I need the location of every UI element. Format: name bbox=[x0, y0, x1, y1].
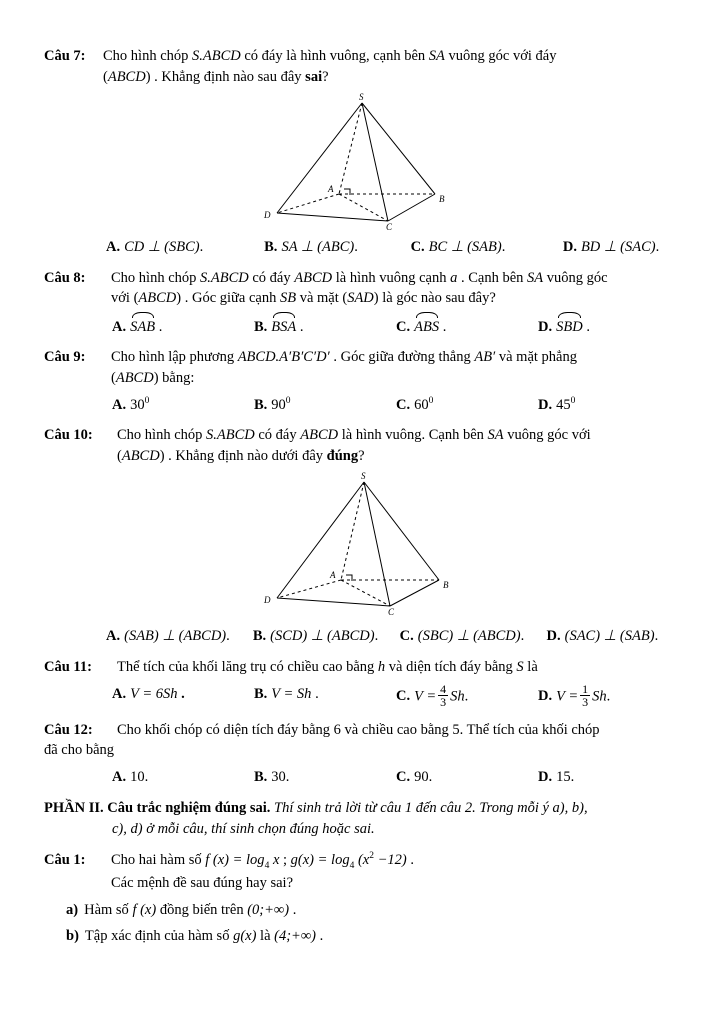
sub-b-p3: . bbox=[316, 928, 324, 945]
sub-item-a-label: a) bbox=[66, 901, 79, 918]
q8-l2-p1: với ( bbox=[111, 290, 139, 307]
answer-q9-b-letter: B. bbox=[254, 396, 268, 413]
pyramid-diagram-q10 bbox=[192, 470, 532, 620]
svg-text:B: B bbox=[443, 580, 449, 591]
answer-q9-b-sup: 0 bbox=[285, 395, 291, 406]
answer-q11-b-tail: . bbox=[311, 685, 319, 702]
svg-text:S: S bbox=[359, 92, 364, 103]
svg-text:S: S bbox=[361, 471, 366, 482]
answer-q7-c-text: BC ⊥ (SAB) bbox=[428, 239, 502, 256]
answer-q9-b-value: 90 bbox=[271, 396, 286, 413]
answer-q9-c[interactable] bbox=[396, 395, 538, 416]
q11-m1: h bbox=[377, 658, 386, 675]
answer-q7-b-text: SA ⊥ (ABC) bbox=[281, 239, 355, 256]
answer-q8-c[interactable] bbox=[396, 315, 538, 338]
part2-question-1 bbox=[44, 850, 680, 894]
answer-q12-b-value: 30. bbox=[271, 768, 290, 785]
answer-q7-d-letter: D. bbox=[562, 239, 577, 256]
fraction-4-3 bbox=[438, 683, 448, 709]
answer-q8-a-arc: SAB bbox=[130, 315, 155, 338]
answer-q12-a-value: 10. bbox=[130, 768, 149, 785]
p2q1-m1: f (x) = log bbox=[205, 851, 265, 868]
answer-q10-c-letter: C. bbox=[399, 628, 414, 645]
q10-l2-p3: ? bbox=[358, 447, 365, 464]
answer-q8-d[interactable] bbox=[538, 315, 680, 338]
part-2-instruction-1: Thí sinh trả lời từ câu 1 đến câu 2. Trong mỗi ý a), b), bbox=[274, 800, 588, 817]
answer-q7-c[interactable] bbox=[411, 237, 563, 258]
q8-l1-m3: a bbox=[450, 269, 458, 286]
p2q1-m5: −12) bbox=[373, 851, 407, 868]
q7-math-2: SA bbox=[428, 48, 445, 64]
answer-q7-c-tail: . bbox=[501, 239, 506, 256]
answer-q11-c[interactable] bbox=[396, 681, 538, 710]
answer-q11-a[interactable] bbox=[112, 684, 254, 710]
sub-item-a-text bbox=[84, 900, 296, 921]
question-7 bbox=[44, 46, 680, 87]
sub-item-b-text bbox=[85, 926, 323, 947]
answer-q8-b-letter: B. bbox=[254, 318, 268, 335]
answer-q9-c-letter: C. bbox=[396, 396, 411, 413]
q7-text-5: ) . Khẳng định nào sau đây bbox=[145, 68, 306, 85]
answer-q12-b-letter: B. bbox=[254, 768, 268, 785]
q9-l1-p2: . Góc giữa đường thẳng bbox=[329, 349, 475, 366]
q8-l2-m2: SB bbox=[279, 290, 297, 307]
part2-sub-item-b[interactable] bbox=[44, 926, 680, 947]
p2q1-m4: (x bbox=[354, 851, 370, 868]
answer-q11-b-letter: B. bbox=[254, 685, 268, 702]
fraction-1-3 bbox=[580, 683, 590, 709]
answer-q11-b[interactable] bbox=[254, 684, 396, 710]
answer-q7-b[interactable] bbox=[264, 237, 410, 258]
question-12-line2: đã cho bằng bbox=[44, 742, 115, 759]
q8-l2-p2: ) . Góc giữa cạnh bbox=[176, 290, 280, 307]
question-10 bbox=[44, 425, 680, 466]
question-8-body bbox=[111, 268, 680, 309]
question-12 bbox=[44, 720, 680, 741]
question-12-label: Câu 12: bbox=[44, 721, 93, 738]
answer-q9-d-value: 45 bbox=[556, 396, 571, 413]
p2q1-p2: ; bbox=[279, 851, 291, 868]
answer-q11-d-pre: V = bbox=[556, 687, 579, 704]
answer-q11-c-post: Sh bbox=[450, 687, 465, 704]
q7-text-2: có đáy là hình vuông, cạnh bên bbox=[240, 48, 429, 64]
q11-p3: là bbox=[523, 658, 538, 675]
svg-text:A: A bbox=[328, 184, 334, 195]
answer-q10-d[interactable] bbox=[547, 626, 681, 647]
p2q1-sub1: 4 bbox=[264, 860, 270, 871]
answer-q8-c-letter: C. bbox=[396, 318, 411, 335]
answer-q10-c-tail: . bbox=[520, 628, 525, 645]
fraction-denominator: 3 bbox=[440, 695, 447, 710]
q10-l1-p4: vuông góc với bbox=[503, 427, 591, 444]
q10-l1-m1: S.ABCD bbox=[206, 427, 255, 444]
answer-q10-d-tail: . bbox=[654, 628, 659, 645]
sub-a-p3: . bbox=[289, 901, 297, 918]
part-2-heading-line bbox=[44, 798, 680, 819]
part2-sub-item-a[interactable] bbox=[44, 900, 680, 921]
q10-l1-m3: SA bbox=[487, 427, 504, 444]
p2q1-sub2: 4 bbox=[349, 860, 355, 871]
q8-l1-m4: SA bbox=[527, 269, 544, 286]
question-12-body bbox=[117, 720, 680, 741]
q9-l1-p3: và mặt phẳng bbox=[495, 349, 577, 366]
question-7-label: Câu 7: bbox=[44, 48, 86, 64]
question-8 bbox=[44, 268, 680, 309]
answer-q7-a[interactable] bbox=[106, 237, 264, 258]
sub-a-m2: (0;+∞) bbox=[247, 901, 290, 918]
q7-bold: sai bbox=[305, 68, 323, 85]
sub-item-b-label: b) bbox=[66, 928, 79, 945]
answer-q12-d-letter: D. bbox=[538, 768, 553, 785]
pyramid-diagram-q7 bbox=[192, 91, 532, 231]
answer-q12-c-value: 90. bbox=[414, 768, 433, 785]
q10-l1-p3: là hình vuông. Cạnh bên bbox=[338, 427, 488, 444]
answers-q9 bbox=[44, 395, 680, 416]
answer-q10-a-letter: A. bbox=[106, 628, 121, 645]
answer-q9-d-letter: D. bbox=[538, 396, 553, 413]
answer-q10-a[interactable] bbox=[106, 626, 253, 647]
question-7-body bbox=[103, 46, 680, 87]
q7-math-1: S.ABCD bbox=[192, 48, 241, 64]
answer-q12-a[interactable] bbox=[112, 767, 254, 788]
p2q1-m3: g(x) = log bbox=[290, 851, 350, 868]
answer-q10-b[interactable] bbox=[253, 626, 400, 647]
answer-q8-c-arc: ABS bbox=[414, 315, 439, 338]
answer-q9-a-letter: A. bbox=[112, 396, 127, 413]
sub-a-m1: f (x) bbox=[132, 901, 157, 918]
question-10-label: Câu 10: bbox=[44, 427, 93, 444]
q9-l2-p2: ) bằng: bbox=[153, 370, 195, 387]
part-2-section bbox=[44, 798, 680, 946]
q8-l1-p5: vuông góc bbox=[543, 269, 608, 286]
q8-l2-m3: SAD bbox=[347, 290, 374, 307]
answer-q7-b-tail: . bbox=[354, 239, 358, 256]
q7-text-6: ? bbox=[322, 68, 329, 85]
sub-b-m1: g(x) bbox=[233, 928, 257, 945]
answer-q7-a-text: CD ⊥ (SBC) bbox=[124, 239, 200, 256]
sub-b-p1: Tập xác định của hàm số bbox=[84, 928, 234, 945]
q11-m2: S bbox=[516, 658, 524, 675]
answer-q8-a[interactable] bbox=[112, 315, 254, 338]
svg-text:B: B bbox=[439, 194, 445, 205]
q7-math-3: ABCD bbox=[107, 68, 146, 85]
answer-q9-a[interactable] bbox=[112, 395, 254, 416]
answer-q7-d-text: BD ⊥ (SAC) bbox=[580, 239, 656, 256]
q8-l2-p3: và mặt ( bbox=[296, 290, 348, 307]
part-2-instruction-2: c), d) ở mỗi câu, thí sinh chọn đúng hoặc sai. bbox=[112, 821, 375, 838]
answers-q8 bbox=[44, 315, 680, 338]
p2q1-sup: 2 bbox=[369, 850, 374, 861]
fraction-numerator: 4 bbox=[440, 681, 447, 696]
p2q1-line2: Các mệnh đề sau đúng hay sai? bbox=[111, 874, 294, 891]
q9-l1-p1: Cho hình lập phương bbox=[111, 349, 238, 366]
part-2-heading: PHẦN II. Câu trắc nghiệm đúng sai. bbox=[44, 800, 271, 817]
answers-q11 bbox=[44, 681, 680, 710]
sub-a-p1: Hàm số bbox=[84, 901, 133, 918]
answer-q11-c-pre: V = bbox=[414, 687, 437, 704]
q7-text-1: Cho hình chóp bbox=[103, 48, 193, 64]
answer-q12-a-letter: A. bbox=[112, 768, 127, 785]
answer-q8-a-letter: A. bbox=[112, 318, 127, 335]
sub-a-p2: đồng biến trên bbox=[156, 901, 248, 918]
q8-l1-p4: . Cạnh bên bbox=[457, 269, 528, 286]
q12-line1: Cho khối chóp có diện tích đáy bằng 6 và chiều cao bằng 5. Thể tích của khối chóp bbox=[117, 721, 600, 738]
answer-q8-c-tail: . bbox=[439, 318, 447, 335]
answer-q7-d-tail: . bbox=[655, 239, 660, 256]
svg-text:D: D bbox=[264, 595, 271, 606]
answer-q11-d-letter: D. bbox=[538, 687, 553, 704]
q8-l1-p3: là hình vuông cạnh bbox=[332, 269, 451, 286]
answer-q11-a-text: V = 6Sh bbox=[130, 685, 178, 702]
question-11 bbox=[44, 657, 680, 678]
q11-p2: và diện tích đáy bằng bbox=[385, 658, 517, 675]
figure-q7 bbox=[44, 91, 680, 231]
q10-l2-p1: ( bbox=[117, 447, 122, 464]
answer-q10-a-text: (SAB) ⊥ (ABCD) bbox=[124, 628, 227, 645]
answer-q7-a-letter: A. bbox=[106, 239, 121, 256]
answer-q10-b-text: (SCD) ⊥ (ABCD) bbox=[270, 628, 375, 645]
q8-l2-m1: ABCD bbox=[138, 290, 177, 307]
answer-q10-c[interactable] bbox=[400, 626, 547, 647]
answer-q12-c[interactable] bbox=[396, 767, 538, 788]
answer-q7-a-tail: . bbox=[199, 239, 204, 256]
answer-q8-b-tail: . bbox=[296, 318, 304, 335]
answer-q10-b-tail: . bbox=[374, 628, 379, 645]
answer-q11-d-post: Sh bbox=[592, 687, 607, 704]
svg-text:A: A bbox=[330, 570, 336, 581]
answer-q7-d[interactable] bbox=[563, 237, 680, 258]
answer-q8-d-tail: . bbox=[582, 318, 590, 335]
answer-q7-b-letter: B. bbox=[264, 239, 278, 256]
q10-l2-bold: đúng bbox=[326, 447, 359, 464]
answer-q12-b[interactable] bbox=[254, 767, 396, 788]
q9-l2-p1: ( bbox=[111, 370, 116, 387]
fraction-numerator: 1 bbox=[582, 681, 589, 696]
answer-q9-c-value: 60 bbox=[414, 396, 429, 413]
answer-q8-a-tail: . bbox=[155, 318, 163, 335]
answers-q7 bbox=[44, 237, 680, 258]
answer-q10-b-letter: B. bbox=[252, 628, 267, 645]
p2q1-m2: x bbox=[269, 851, 280, 868]
p2q1-p1: Cho hai hàm số bbox=[111, 851, 206, 868]
answer-q11-b-text: V = Sh bbox=[271, 685, 312, 702]
q10-l1-p2: có đáy bbox=[254, 427, 301, 444]
part2-question-1-label: Câu 1: bbox=[44, 851, 86, 868]
answer-q10-d-text: (SAC) ⊥ (SAB) bbox=[564, 628, 655, 645]
answer-q11-c-letter: C. bbox=[396, 687, 411, 704]
question-11-body bbox=[117, 657, 680, 678]
q9-l1-m2: AB′ bbox=[474, 349, 496, 366]
answer-q10-c-text: (SBC) ⊥ (ABCD) bbox=[417, 628, 521, 645]
answer-q8-b-arc: BSA bbox=[271, 315, 296, 338]
answer-q11-a-tail: . bbox=[177, 685, 185, 702]
answer-q9-a-value: 30 bbox=[130, 396, 145, 413]
answer-q7-c-letter: C. bbox=[410, 239, 425, 256]
answer-q10-d-letter: D. bbox=[546, 628, 561, 645]
svg-text:C: C bbox=[388, 607, 395, 618]
answers-q10 bbox=[44, 626, 680, 647]
answer-q11-c-tail: . bbox=[464, 687, 469, 704]
answer-q8-d-letter: D. bbox=[538, 318, 553, 335]
answer-q12-d[interactable] bbox=[538, 767, 680, 788]
question-9-body bbox=[111, 347, 680, 388]
answer-q12-d-value: 15. bbox=[556, 768, 575, 785]
question-9-label: Câu 9: bbox=[44, 349, 86, 366]
answer-q8-d-arc: SBD bbox=[556, 315, 583, 338]
svg-text:C: C bbox=[386, 222, 393, 232]
answers-q12 bbox=[44, 767, 680, 788]
q11-p1: Thể tích của khối lăng trụ có chiều cao bằng bbox=[117, 658, 378, 675]
p2q1-p3: . bbox=[406, 851, 414, 868]
q10-l1-m2: ABCD bbox=[300, 427, 339, 444]
answer-q9-d-sup: 0 bbox=[570, 395, 576, 406]
answer-q11-a-letter: A. bbox=[112, 685, 127, 702]
q9-l1-m1: ABCD.A′B′C′D′ bbox=[237, 349, 330, 366]
q8-l2-p4: ) là góc nào sau đây? bbox=[373, 290, 496, 307]
answer-q11-d-tail: . bbox=[606, 687, 611, 704]
sub-b-p2: là bbox=[256, 928, 275, 945]
answer-q8-b[interactable] bbox=[254, 315, 396, 338]
q8-l1-p1: Cho hình chóp bbox=[111, 269, 201, 286]
answer-q10-a-tail: . bbox=[226, 628, 230, 645]
q8-l1-p2: có đáy bbox=[248, 269, 295, 286]
q8-l1-m2: ABCD bbox=[294, 269, 333, 286]
q10-l2-p2: ) . Khẳng định nào dưới đây bbox=[159, 447, 327, 464]
fraction-denominator: 3 bbox=[582, 695, 589, 710]
answer-q9-c-sup: 0 bbox=[428, 395, 434, 406]
answer-q9-b[interactable] bbox=[254, 395, 396, 416]
sub-b-m2: (4;+∞) bbox=[274, 928, 316, 945]
q10-l1-p1: Cho hình chóp bbox=[117, 427, 207, 444]
answer-q9-a-sup: 0 bbox=[144, 395, 150, 406]
figure-q10 bbox=[44, 470, 680, 620]
answer-q12-c-letter: C. bbox=[396, 768, 411, 785]
question-11-label: Câu 11: bbox=[44, 658, 92, 675]
q9-l2-m1: ABCD bbox=[115, 370, 154, 387]
question-9 bbox=[44, 347, 680, 388]
q7-text-3: vuông góc với đáy bbox=[444, 48, 557, 64]
q7-text-4: ( bbox=[103, 68, 108, 85]
question-10-body bbox=[117, 425, 680, 466]
part2-question-1-body bbox=[111, 850, 680, 894]
answer-q11-d[interactable] bbox=[538, 681, 680, 710]
svg-text:D: D bbox=[264, 210, 271, 221]
q8-l1-m1: S.ABCD bbox=[200, 269, 249, 286]
q10-l2-m1: ABCD bbox=[121, 447, 160, 464]
answer-q9-d[interactable] bbox=[538, 395, 680, 416]
question-8-label: Câu 8: bbox=[44, 269, 86, 286]
